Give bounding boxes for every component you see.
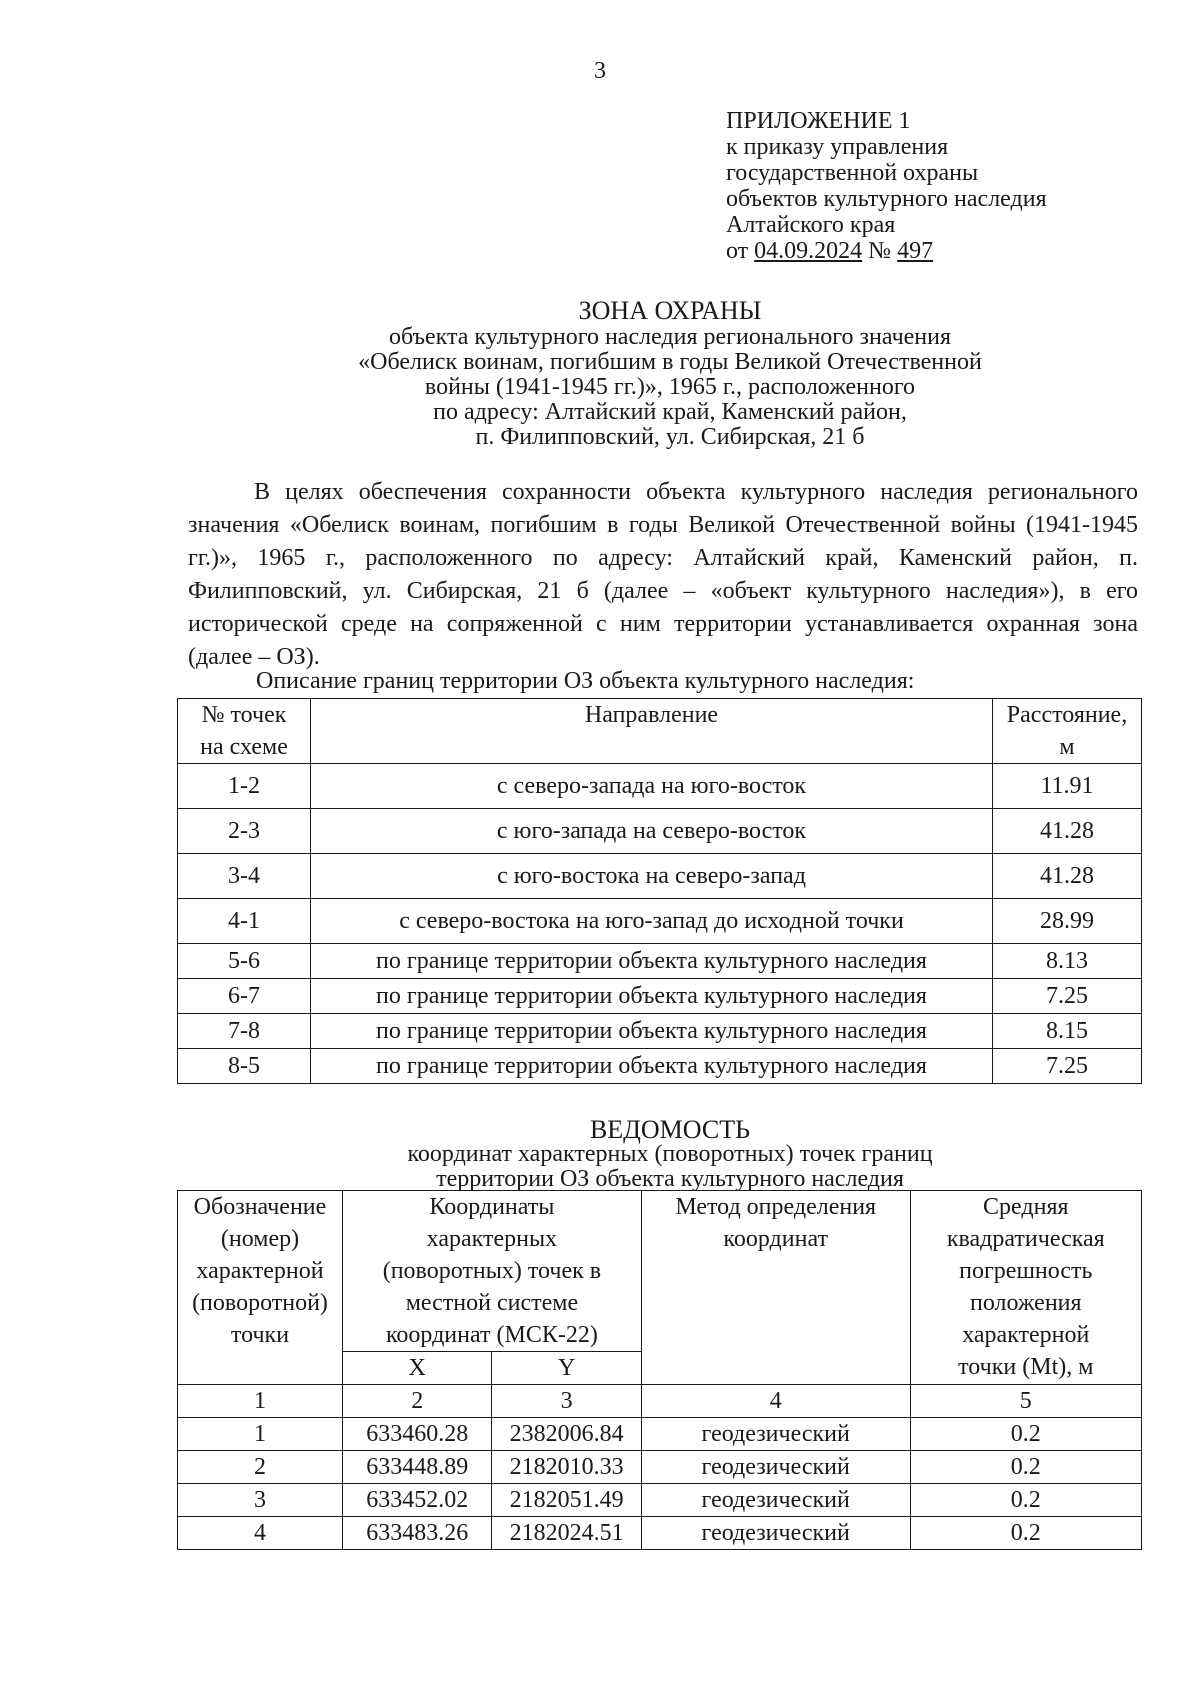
cell-points: 2-3: [178, 809, 311, 854]
header-text: погрешность: [959, 1258, 1093, 1284]
cell-direction: с юго-востока на северо-запад: [311, 854, 993, 899]
header-direction: Направление: [311, 699, 993, 764]
header-x: X: [342, 1352, 491, 1385]
appendix-date-line: [726, 238, 1047, 264]
header-distance: [993, 699, 1142, 764]
header-text: м: [1059, 734, 1075, 760]
vedomost-heading: [140, 1117, 1200, 1192]
appendix-line: государственной охраны: [726, 160, 979, 186]
cell-points: 3-4: [178, 854, 311, 899]
header-coordinates: [342, 1191, 641, 1352]
cell-distance: 11.91: [993, 764, 1142, 809]
cell-y: 2182010.33: [492, 1451, 641, 1484]
table-row: [178, 899, 1142, 944]
table-row: [178, 1517, 1142, 1550]
cell-distance: 7.25: [993, 979, 1142, 1014]
cell-distance: 7.25: [993, 1049, 1142, 1084]
order-number: 497: [897, 238, 934, 264]
header-y: Y: [492, 1352, 641, 1385]
cell-points: 1-2: [178, 764, 311, 809]
table-row: [178, 1014, 1142, 1049]
table-row: [178, 764, 1142, 809]
cell-method: геодезический: [641, 1418, 910, 1451]
table-row: [178, 809, 1142, 854]
zone-line: п. Филипповский, ул. Сибирская, 21 б: [475, 424, 865, 450]
cell-y: 2182051.49: [492, 1484, 641, 1517]
header-text: точки: [230, 1322, 290, 1348]
cell-error: 0.2: [910, 1418, 1141, 1451]
table-row: [178, 944, 1142, 979]
header-text: Метод определения: [675, 1194, 877, 1220]
cell-y: 2382006.84: [492, 1418, 641, 1451]
cell-x: 633460.28: [342, 1418, 491, 1451]
cell-direction: с юго-запада на северо-восток: [311, 809, 993, 854]
cell-y: 2182024.51: [492, 1517, 641, 1550]
cell-distance: 8.13: [993, 944, 1142, 979]
header-text: (поворотной): [192, 1290, 328, 1316]
table-row: [178, 1049, 1142, 1084]
appendix-line: Алтайского края: [726, 212, 896, 238]
column-number-row: [178, 1385, 1142, 1418]
col-number: 4: [641, 1385, 910, 1418]
header-text: Расстояние,: [1006, 702, 1128, 728]
cell-direction: по границе территории объекта культурного наследия: [311, 979, 993, 1014]
table-row: [178, 1451, 1142, 1484]
appendix-line: объектов культурного наследия: [726, 186, 1047, 212]
cell-points: 7-8: [178, 1014, 311, 1049]
header-text: характерных: [426, 1226, 558, 1252]
table-header-row: [178, 699, 1142, 764]
date-prefix: от: [726, 238, 749, 264]
cell-error: 0.2: [910, 1484, 1141, 1517]
cell-points: 4-1: [178, 899, 311, 944]
header-text: на схеме: [200, 734, 288, 760]
appendix-title: ПРИЛОЖЕНИЕ 1: [726, 108, 911, 134]
header-points: [178, 699, 311, 764]
header-method: [641, 1191, 910, 1385]
cell-point: 3: [178, 1484, 343, 1517]
vedomost-line: территории ОЗ объекта культурного наследия: [436, 1166, 904, 1192]
cell-direction: по границе территории объекта культурного наследия: [311, 944, 993, 979]
vedomost-line: координат характерных (поворотных) точек границ: [407, 1141, 933, 1167]
cell-point: 4: [178, 1517, 343, 1550]
col-number: 5: [910, 1385, 1141, 1418]
header-text: характерной: [196, 1258, 324, 1284]
number-sign: №: [868, 238, 892, 264]
cell-method: геодезический: [641, 1484, 910, 1517]
page-number: 3: [594, 58, 606, 84]
zone-line: войны (1941-1945 гг.)», 1965 г., расположенного: [424, 374, 916, 400]
header-error: [910, 1191, 1141, 1385]
boundary-caption: Описание границ территории ОЗ объекта культурного наследия:: [256, 668, 915, 694]
header-text: Обозначение: [193, 1194, 327, 1220]
header-text: местной системе: [405, 1290, 579, 1316]
header-text: (поворотных) точек в: [382, 1258, 602, 1284]
vedomost-title: ВЕДОМОСТЬ: [589, 1115, 751, 1144]
cell-direction: с северо-востока на юго-запад до исходной точки: [311, 899, 993, 944]
header-text: Координаты: [429, 1194, 555, 1220]
boundary-table: [177, 698, 1142, 1084]
coordinates-table: [177, 1190, 1142, 1550]
appendix-line: к приказу управления: [726, 134, 949, 160]
cell-points: 5-6: [178, 944, 311, 979]
cell-direction: по границе территории объекта культурного наследия: [311, 1014, 993, 1049]
cell-direction: с северо-запада на юго-восток: [311, 764, 993, 809]
order-date: 04.09.2024: [754, 238, 863, 264]
cell-x: 633483.26: [342, 1517, 491, 1550]
table-row: [178, 1418, 1142, 1451]
zone-line: объекта культурного наследия регионального значения: [388, 324, 952, 350]
zone-title: ЗОНА ОХРАНЫ: [578, 296, 762, 325]
cell-points: 6-7: [178, 979, 311, 1014]
appendix-header: [726, 108, 1047, 264]
cell-method: геодезический: [641, 1517, 910, 1550]
col-number: 3: [492, 1385, 641, 1418]
body-paragraph: В целях обеспечения сохранности объекта культурного наследия регионального значения «Обелиск воинам, погибшим в годы Великой Отечественной войны (1941-1945 гг.)», 1965 г., расположенного по адресу: Алтайский край, Каменский район, п. Филипповский, ул. Сибирская, 21 б (далее – «объект культурного наследия»), в его исторической среде на сопряженной с ним территории устанавливается охранная зона (далее – ОЗ).: [188, 479, 1138, 670]
zone-heading: [140, 298, 1200, 450]
header-text: квадратическая: [946, 1226, 1105, 1252]
cell-direction: по границе территории объекта культурного наследия: [311, 1049, 993, 1084]
cell-x: 633448.89: [342, 1451, 491, 1484]
table-row: [178, 979, 1142, 1014]
zone-line: «Обелиск воинам, погибшим в годы Великой Отечественной: [358, 349, 982, 375]
zone-line: по адресу: Алтайский край, Каменский район,: [433, 399, 907, 425]
cell-point: 2: [178, 1451, 343, 1484]
col-number: 1: [178, 1385, 343, 1418]
header-text: координат (МСК-22): [385, 1322, 598, 1348]
header-text: координат: [723, 1226, 828, 1252]
header-text: (номер): [220, 1226, 300, 1252]
cell-method: геодезический: [641, 1451, 910, 1484]
cell-distance: 41.28: [993, 809, 1142, 854]
table-header-row: [178, 1191, 1142, 1352]
header-text: точки (Mt), м: [958, 1354, 1094, 1380]
cell-distance: 28.99: [993, 899, 1142, 944]
cell-distance: 41.28: [993, 854, 1142, 899]
cell-point: 1: [178, 1418, 343, 1451]
header-text: характерной: [962, 1322, 1090, 1348]
cell-x: 633452.02: [342, 1484, 491, 1517]
header-text: № точек: [201, 702, 287, 728]
cell-points: 8-5: [178, 1049, 311, 1084]
cell-error: 0.2: [910, 1517, 1141, 1550]
header-text: Средняя: [983, 1194, 1069, 1220]
cell-distance: 8.15: [993, 1014, 1142, 1049]
col-number: 2: [342, 1385, 491, 1418]
table-row: [178, 854, 1142, 899]
header-designation: [178, 1191, 343, 1385]
cell-error: 0.2: [910, 1451, 1141, 1484]
table-row: [178, 1484, 1142, 1517]
header-text: положения: [970, 1290, 1082, 1316]
